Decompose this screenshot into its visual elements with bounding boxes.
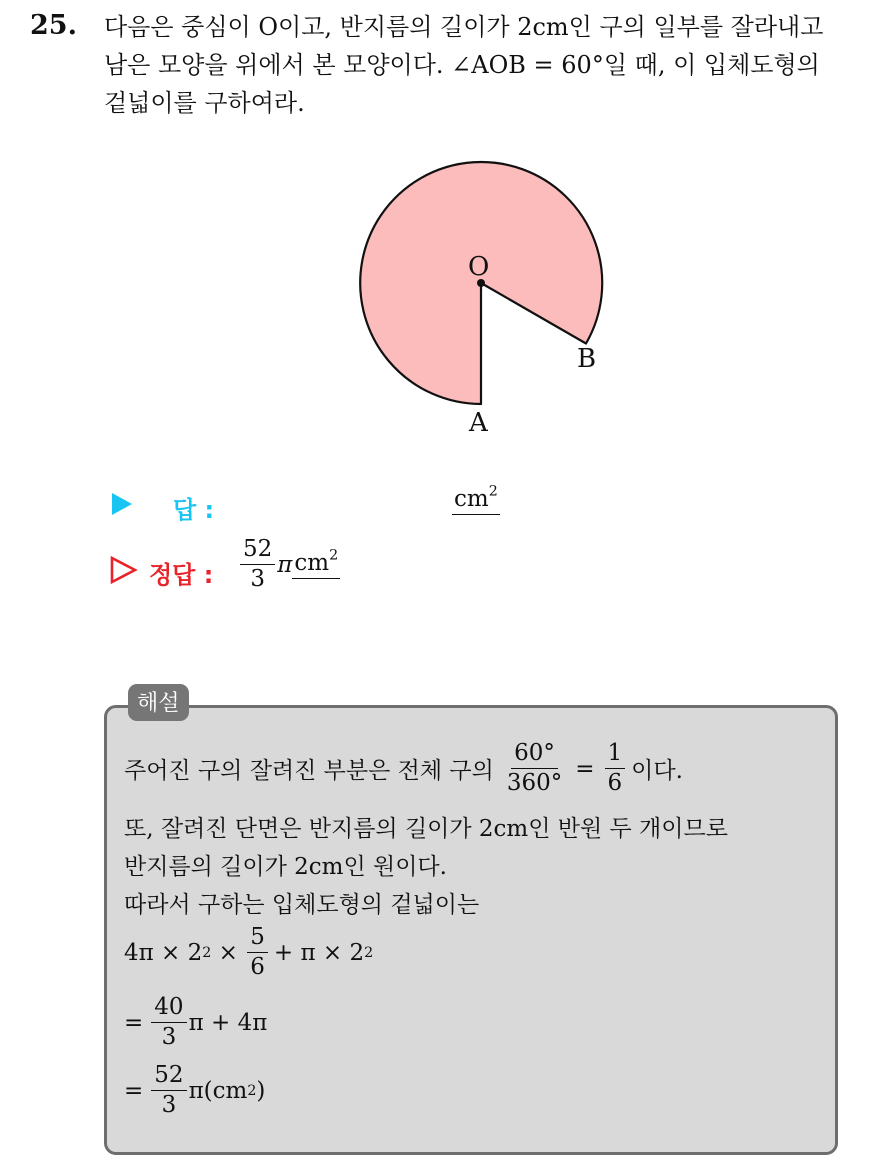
eq3-close: ) bbox=[256, 1077, 266, 1104]
correct-value bbox=[238, 538, 340, 591]
solution-line-1-end: 이다. bbox=[631, 758, 683, 784]
solution-fraction-1-6 bbox=[605, 742, 626, 795]
eq3-frac-den: 3 bbox=[161, 1092, 177, 1118]
eq3-post: π(cm bbox=[188, 1077, 248, 1104]
correct-unit: cm bbox=[294, 550, 330, 576]
correct-triangle-icon bbox=[110, 556, 138, 584]
solution-equation-1: 4π × 2 2 × $\frac{5}{6}$ + π × 2 2 bbox=[124, 924, 374, 980]
solution-line-1-text: 주어진 구의 잘려진 부분은 전체 구의 bbox=[124, 758, 494, 784]
frac-num-1: 1 bbox=[605, 742, 626, 769]
eq3-fraction bbox=[151, 1064, 186, 1117]
correct-frac-den: 3 bbox=[250, 566, 265, 592]
frac-num-60: 60° bbox=[511, 742, 558, 769]
solution-tab: 해설 bbox=[128, 684, 189, 721]
label-b: B bbox=[577, 344, 597, 374]
frac-den-360: 360° bbox=[506, 770, 563, 796]
answer-unit-exp: 2 bbox=[488, 483, 498, 500]
solution-line-3: 반지름의 길이가 2cm인 원이다. bbox=[124, 854, 447, 880]
frac-den-6: 6 bbox=[607, 770, 623, 796]
answer-triangle-icon bbox=[110, 492, 134, 516]
solution-equation-2 bbox=[124, 996, 267, 1049]
answer-unit: cm bbox=[454, 486, 489, 512]
solution-equals: = bbox=[575, 755, 595, 782]
solution-equation-3: = $\frac{52}{3}$ π(cm 2 ) bbox=[124, 1062, 266, 1118]
eq3-frac-num: 52 bbox=[151, 1064, 186, 1091]
sector-figure bbox=[340, 160, 640, 450]
question-number: 25. bbox=[30, 10, 77, 41]
eq1-pre: 4π × 2 bbox=[124, 939, 203, 966]
correct-unit-exp: 2 bbox=[329, 547, 339, 564]
solution-fraction-60-360 bbox=[504, 742, 565, 795]
correct-pi: π bbox=[277, 551, 293, 578]
correct-label: 정답 : bbox=[149, 561, 214, 589]
correct-frac-num: 52 bbox=[240, 538, 275, 565]
answer-label: 답 : bbox=[173, 496, 215, 524]
correct-fraction bbox=[240, 538, 275, 591]
eq1-frac-den: 6 bbox=[250, 954, 265, 980]
eq1-mid: × bbox=[211, 939, 246, 966]
question-line-3: 겉넓이를 구하여라. bbox=[104, 89, 305, 117]
solution-line-4: 따라서 구하는 입체도형의 겉넓이는 bbox=[124, 892, 480, 918]
answer-blank[interactable] bbox=[452, 483, 500, 512]
eq3-pre: = bbox=[124, 1077, 144, 1104]
solution-line-2: 또, 잘려진 단면은 반지름의 길이가 2cm인 반원 두 개이므로 bbox=[124, 816, 728, 842]
label-a: A bbox=[469, 408, 488, 438]
solution-line-1 bbox=[124, 742, 683, 795]
eq2-frac-num: 40 bbox=[151, 996, 186, 1023]
eq2-fraction bbox=[151, 996, 186, 1049]
eq2-post: π + 4π bbox=[188, 1009, 268, 1036]
eq2-frac-den: 3 bbox=[161, 1024, 177, 1050]
eq1-frac-num: 5 bbox=[247, 926, 268, 953]
question-line-1: 다음은 중심이 O이고, 반지름의 길이가 2cm인 구의 일부를 잘라내고 bbox=[104, 13, 824, 41]
eq2-pre: = bbox=[124, 1009, 144, 1036]
eq1-post: + π × 2 bbox=[273, 939, 365, 966]
question-line-2: 남은 모양을 위에서 본 모양이다. ∠AOB = 60°일 때, 이 입체도형의 bbox=[104, 51, 820, 79]
label-o: O bbox=[468, 252, 490, 282]
eq1-fraction bbox=[247, 926, 268, 979]
